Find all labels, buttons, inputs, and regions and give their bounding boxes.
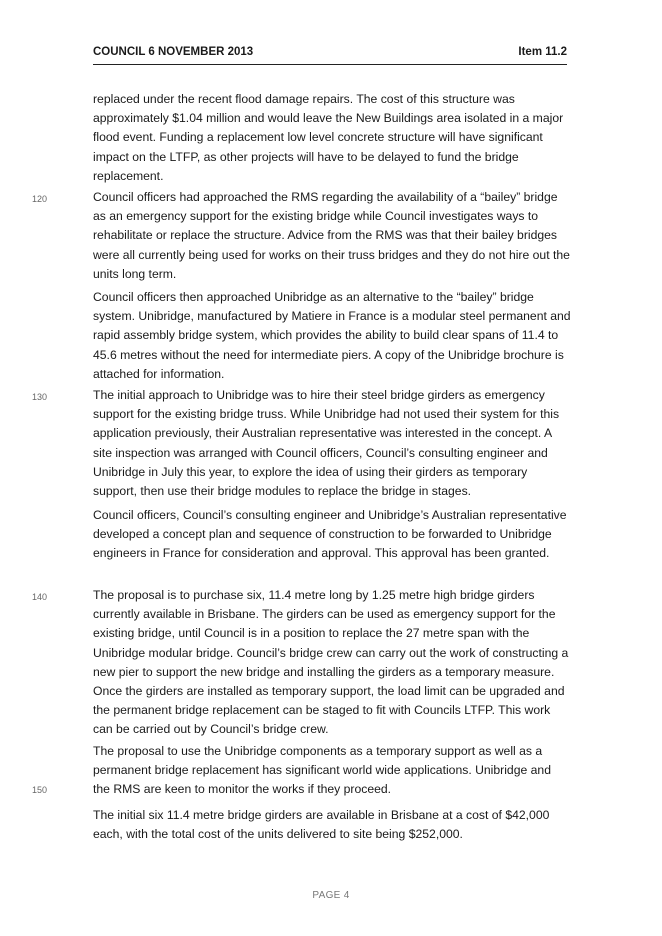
line-number-140: 140 — [32, 592, 48, 602]
paragraph-3: Council officers then approached Unibridge as an alternative to the “bailey” bridge system. Unibridge, manufactured by Matiere in France is a modular steel permanent and rapid assembly bridge system, which provides the ability to build clear spans of 11.4 to 45.6 metres without the need for intermediate piers. A copy of the Unibridge brochure is attached for information. — [93, 290, 571, 381]
paragraph-1: replaced under the recent flood damage repairs. The cost of this structure was approximately $1.04 million and would leave the New Buildings area isolated in a major flood event. Funding a replacement low level concrete structure will have significant impact on the LTFP, as other projects will have to be delayed to fund the bridge replacement. — [93, 92, 564, 183]
line-number-120: 120 — [32, 194, 48, 204]
paragraph-4: The initial approach to Unibridge was to hire their steel bridge girders as emergency support for the existing bridge truss. While Unibridge had not used their system for this application previously, their Australian representative was interested in the concept. A site inspection was arranged with Council officers, Council’s consulting engineer and Unibridge in July this year, to explore the idea of using their girders as temporary support, then use their bridge modules to replace the bridge in stages. — [93, 388, 560, 499]
page-number: PAGE 4 — [312, 890, 350, 901]
paragraph-2: Council officers had approached the RMS regarding the availability of a “bailey” bridge as an emergency support for the existing bridge while Council investigates ways to rehabilitate or replace the structure. Advice from the RMS was that their bailey bridges were all currently being used for works on their truss bridges and they do not hire out the units long term. — [93, 190, 570, 281]
line-number-150: 150 — [32, 785, 48, 795]
paragraph-5: Council officers, Council’s consulting engineer and Unibridge’s Australian representative developed a concept plan and sequence of construction to be forwarded to Unibridge engineers in France for consideration and approval. This approval has been granted. — [93, 508, 567, 561]
page-header — [93, 44, 567, 65]
line-number-130: 130 — [32, 392, 48, 402]
header-meeting-date: COUNCIL 6 NOVEMBER 2013 — [93, 46, 254, 58]
paragraph-6: The proposal is to purchase six, 11.4 metre long by 1.25 metre high bridge girders currently available in Brisbane. The girders can be used as emergency support for the existing bridge, until Council is in a position to replace the 27 metre span with the Unibridge modular bridge. Council’s bridge crew can carry out the work of constructing a new pier to support the new bridge and installing the girders as a temporary measure. Once the girders are installed as temporary support, the load limit can be upgraded and the permanent bridge replacement can be staged to fit with Councils LTFP. This work can be carried out by Council’s bridge crew. — [93, 588, 569, 737]
header-item-number: Item 11.2 — [518, 46, 567, 58]
paragraph-8: The initial six 11.4 metre bridge girders are available in Brisbane at a cost of $42,000 each, with the total cost of the units delivered to site being $252,000. — [93, 808, 550, 842]
paragraph-7: The proposal to use the Unibridge components as a temporary support as well as a permanent bridge replacement has significant world wide applications. Unibridge and the RMS are keen to monitor the works if they proceed. — [93, 744, 551, 797]
